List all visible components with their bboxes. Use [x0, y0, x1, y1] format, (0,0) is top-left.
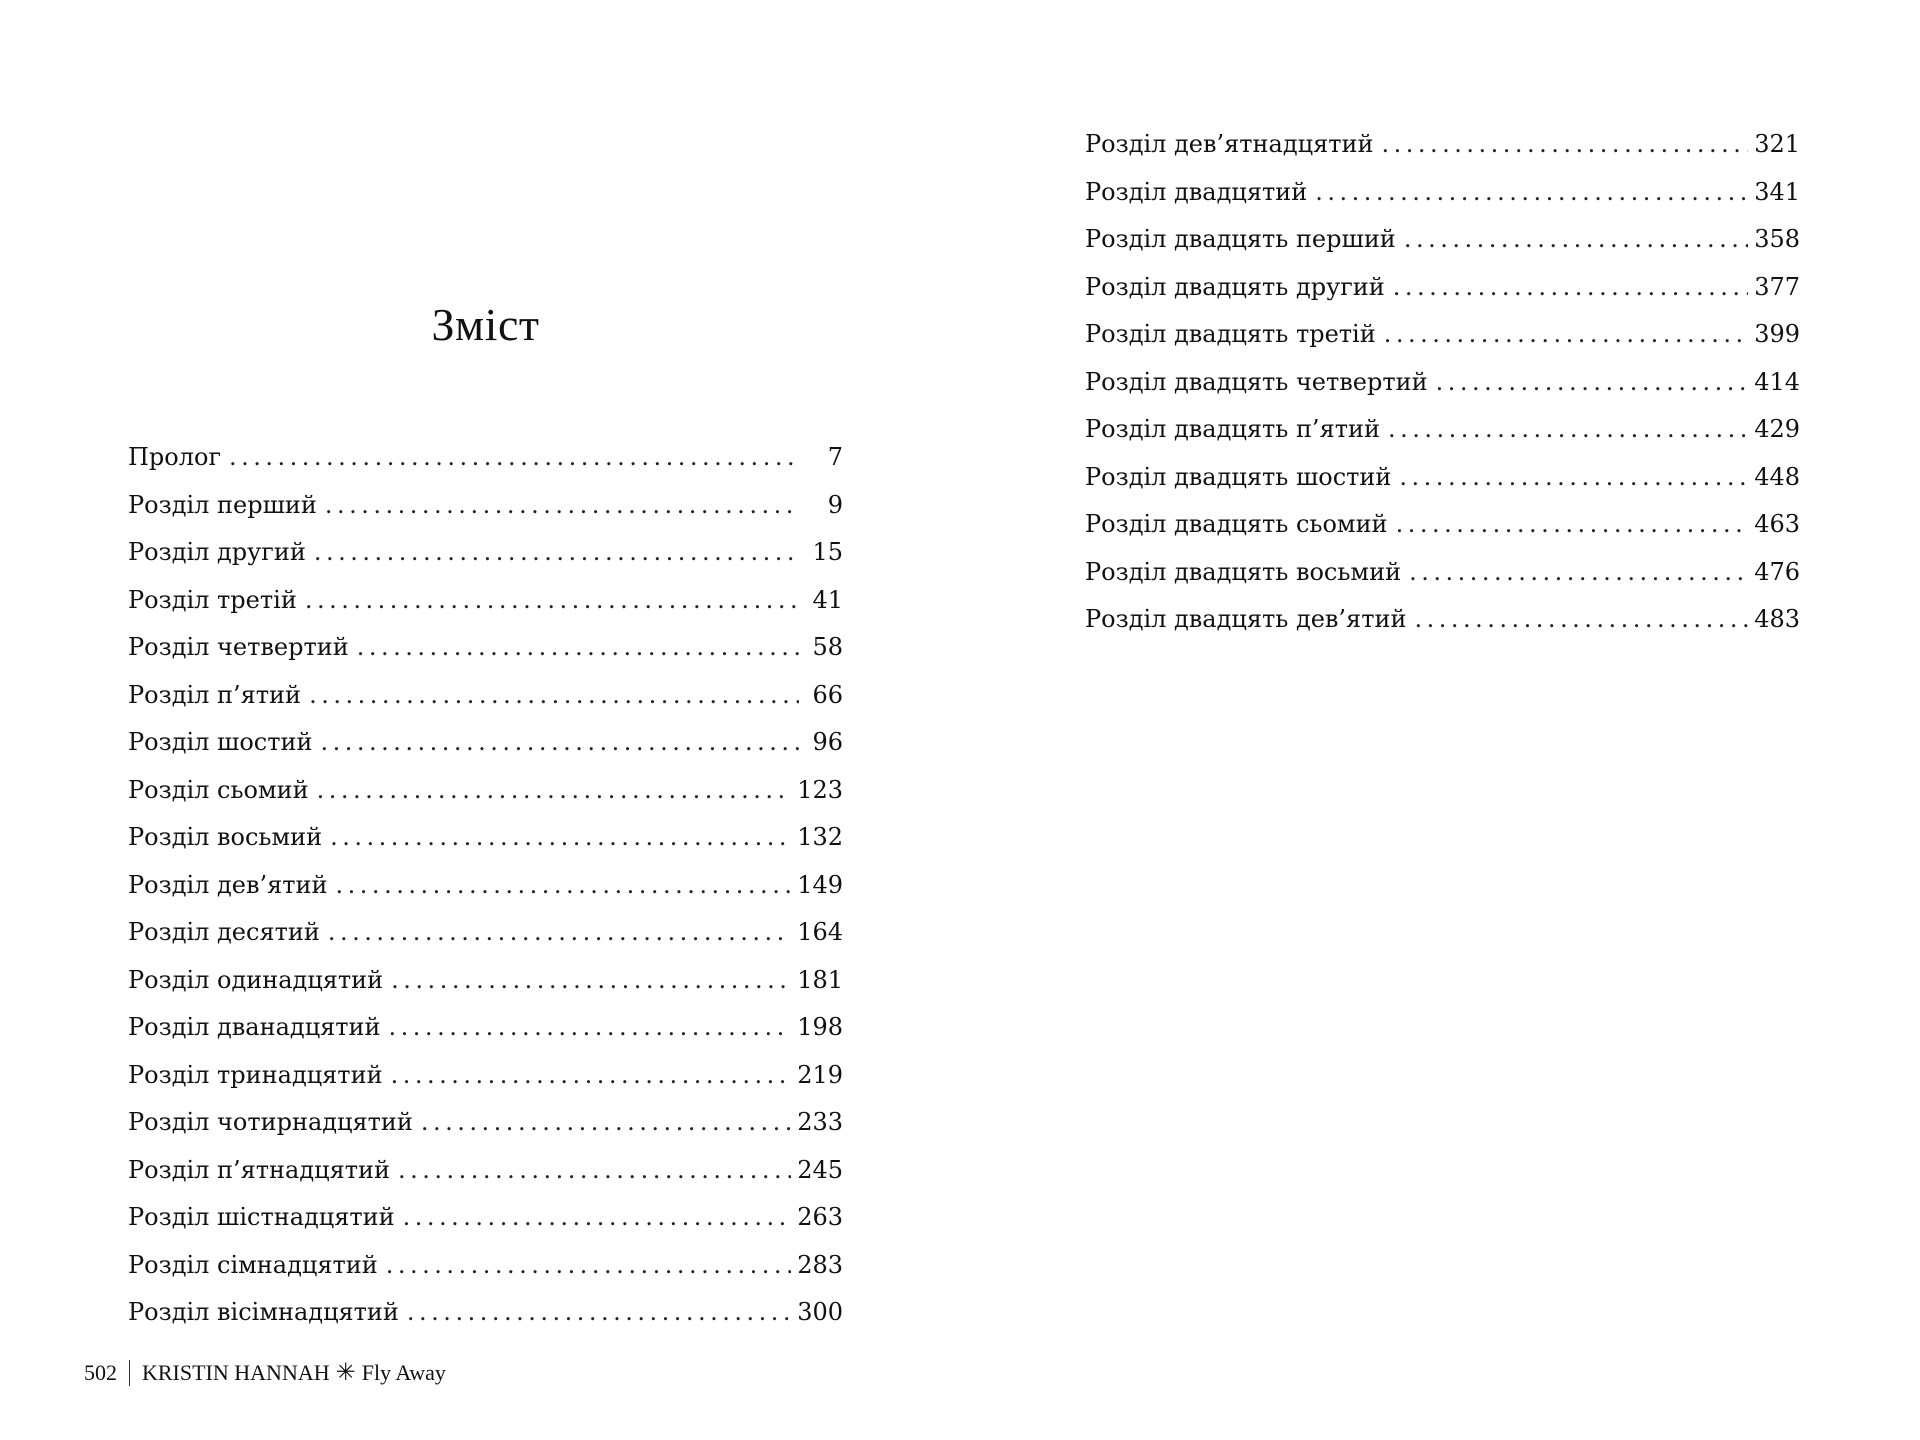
- toc-entry[interactable]: [1085, 169, 1800, 217]
- toc-entry-label: Розділ чотирнадцятий: [128, 1108, 413, 1136]
- dot-leader: [357, 624, 799, 672]
- toc-entry-page: 66: [812, 680, 843, 709]
- dot-leader: [1404, 216, 1748, 264]
- dot-leader: [1436, 359, 1749, 407]
- toc-entry-page: 58: [812, 633, 843, 661]
- toc-entry-label: Розділ шістнадцятий: [128, 1203, 395, 1231]
- toc-entry[interactable]: [128, 1194, 843, 1242]
- dot-leader: [391, 957, 791, 1005]
- dot-leader: [328, 909, 791, 957]
- dot-leader: [421, 1099, 791, 1147]
- toc-entry[interactable]: [1085, 359, 1800, 407]
- toc-entry-page: 463: [1754, 510, 1800, 538]
- toc-entry[interactable]: [128, 719, 843, 767]
- toc-entry-page: 414: [1754, 367, 1800, 396]
- toc-entry[interactable]: [1085, 501, 1800, 549]
- toc-entry-label: Розділ дев’ятий: [128, 870, 328, 899]
- toc-entry[interactable]: [1085, 311, 1800, 359]
- toc-entry-label: Розділ двадцять шостий: [1085, 462, 1392, 491]
- toc-entry-page: 448: [1754, 462, 1800, 491]
- toc-entry-label: Розділ двадцятий: [1085, 177, 1308, 206]
- toc-entry-label: Розділ двадцять восьмий: [1085, 557, 1402, 586]
- toc-entry[interactable]: [128, 577, 843, 625]
- toc-entry-label: Розділ двадцять дев’ятий: [1085, 605, 1407, 633]
- dot-leader: [389, 1004, 792, 1052]
- toc-entry[interactable]: [1085, 596, 1800, 644]
- toc-list-left: [128, 434, 843, 1337]
- toc-entry-page: 300: [797, 1298, 843, 1326]
- toc-entry-page: 483: [1754, 605, 1800, 633]
- dot-leader: [1384, 311, 1748, 359]
- page-footer: [84, 1360, 446, 1386]
- toc-entry[interactable]: [1085, 264, 1800, 312]
- toc-entry-label: Розділ дванадцятий: [128, 1013, 381, 1041]
- toc-entry-page: 15: [812, 538, 843, 566]
- dot-leader: [321, 719, 800, 767]
- toc-entry-page: 198: [797, 1013, 843, 1041]
- dot-leader: [229, 434, 799, 482]
- dot-leader: [1414, 596, 1748, 644]
- toc-entry-label: Розділ третій: [128, 585, 297, 614]
- dot-leader: [325, 482, 799, 530]
- toc-entry-page: 149: [797, 870, 843, 899]
- toc-entry-page: 476: [1754, 557, 1800, 586]
- toc-entry-label: Розділ двадцять третій: [1085, 320, 1376, 348]
- toc-entry-page: 283: [797, 1250, 843, 1279]
- toc-entry[interactable]: [1085, 406, 1800, 454]
- toc-entry-label: Розділ двадцять перший: [1085, 225, 1396, 253]
- toc-entry-page: 96: [812, 728, 843, 756]
- toc-entry[interactable]: [128, 1052, 843, 1100]
- toc-entry-label: Розділ другий: [128, 538, 306, 566]
- toc-entry[interactable]: [128, 814, 843, 862]
- toc-entry-label: Розділ шостий: [128, 728, 313, 756]
- toc-entry-label: Розділ дев’ятнадцятий: [1085, 130, 1374, 158]
- dot-leader: [336, 862, 792, 910]
- toc-entry-page: 164: [797, 918, 843, 946]
- toc-entry[interactable]: [128, 1242, 843, 1290]
- toc-entry-page: 358: [1754, 225, 1800, 253]
- dot-leader: [407, 1289, 791, 1337]
- toc-entry[interactable]: [128, 482, 843, 530]
- toc-entry-page: 132: [797, 823, 843, 851]
- toc-entry[interactable]: [1085, 549, 1800, 597]
- toc-entry-page: 123: [797, 775, 843, 804]
- toc-entry[interactable]: [128, 767, 843, 815]
- toc-entry-page: 399: [1754, 320, 1800, 348]
- toc-entry-page: 341: [1754, 177, 1800, 206]
- toc-entry-label: Розділ восьмий: [128, 823, 323, 851]
- dot-leader: [391, 1052, 792, 1100]
- dot-leader: [305, 577, 799, 625]
- toc-entry[interactable]: [128, 672, 843, 720]
- toc-entry-label: Розділ п’ятнадцятий: [128, 1155, 390, 1184]
- toc-entry-page: 245: [797, 1155, 843, 1184]
- dot-leader: [398, 1147, 791, 1195]
- dot-leader: [1388, 406, 1748, 454]
- dot-leader: [1399, 454, 1748, 502]
- footer-page-number: 502: [84, 1360, 117, 1385]
- toc-entry-label: Розділ двадцять четвертий: [1085, 367, 1428, 396]
- toc-entry[interactable]: [1085, 216, 1800, 264]
- toc-entry-page: 263: [797, 1203, 843, 1231]
- toc-entry-label: Розділ двадцять п’ятий: [1085, 415, 1380, 443]
- toc-entry[interactable]: [128, 1004, 843, 1052]
- toc-entry[interactable]: [128, 957, 843, 1005]
- toc-entry[interactable]: [1085, 454, 1800, 502]
- toc-entry[interactable]: [128, 529, 843, 577]
- toc-entry-label: Розділ двадцять сьомий: [1085, 510, 1388, 538]
- toc-entry-label: Розділ п’ятий: [128, 680, 302, 709]
- toc-entry[interactable]: [128, 1147, 843, 1195]
- footer-divider: [129, 1360, 130, 1386]
- toc-entry-page: 377: [1754, 272, 1800, 301]
- toc-entry-page: 233: [797, 1108, 843, 1136]
- dot-leader: [386, 1242, 791, 1290]
- toc-entry-page: 219: [797, 1060, 843, 1089]
- toc-entry[interactable]: [1085, 121, 1800, 169]
- toc-entry[interactable]: [128, 434, 843, 482]
- toc-entry-label: Розділ двадцять другий: [1085, 272, 1385, 301]
- toc-entry-label: Розділ четвертий: [128, 633, 349, 661]
- toc-title: Зміст: [431, 299, 540, 350]
- toc-entry-label: Розділ вісімнадцятий: [128, 1298, 399, 1326]
- dot-leader: [1381, 121, 1748, 169]
- dot-leader: [1396, 501, 1749, 549]
- toc-entry[interactable]: [128, 862, 843, 910]
- toc-entry-label: Розділ сімнадцятий: [128, 1250, 378, 1279]
- dot-leader: [330, 814, 791, 862]
- dot-leader: [314, 529, 799, 577]
- toc-entry-page: 7: [827, 443, 843, 471]
- toc-entry-label: Розділ тринадцятий: [128, 1060, 383, 1089]
- toc-entry-page: 429: [1754, 415, 1800, 443]
- toc-list-right: [1085, 121, 1800, 644]
- dot-leader: [317, 767, 792, 815]
- toc-entry-label: Розділ десятий: [128, 918, 320, 946]
- toc-entry-page: 321: [1754, 130, 1800, 158]
- toc-entry-label: Розділ перший: [128, 490, 317, 519]
- toc-entry-page: 181: [797, 965, 843, 994]
- toc-entry-label: Пролог: [128, 443, 222, 471]
- toc-entry-label: Розділ сьомий: [128, 775, 309, 804]
- toc-entry[interactable]: [128, 624, 843, 672]
- dot-leader: [309, 672, 799, 720]
- asterisk-star-icon: ✳: [335, 1360, 356, 1386]
- footer-author: KRISTIN HANNAH: [142, 1360, 330, 1385]
- toc-entry[interactable]: [128, 1099, 843, 1147]
- dot-leader: [403, 1194, 792, 1242]
- toc-entry-page: 9: [827, 490, 843, 519]
- footer-book-title: Fly Away: [361, 1360, 446, 1385]
- dot-leader: [1409, 549, 1748, 597]
- toc-entry[interactable]: [128, 909, 843, 957]
- toc-entry-label: Розділ одинадцятий: [128, 965, 384, 994]
- dot-leader: [1393, 264, 1748, 312]
- dot-leader: [1315, 169, 1748, 217]
- toc-entry[interactable]: [128, 1289, 843, 1337]
- toc-entry-page: 41: [812, 585, 843, 614]
